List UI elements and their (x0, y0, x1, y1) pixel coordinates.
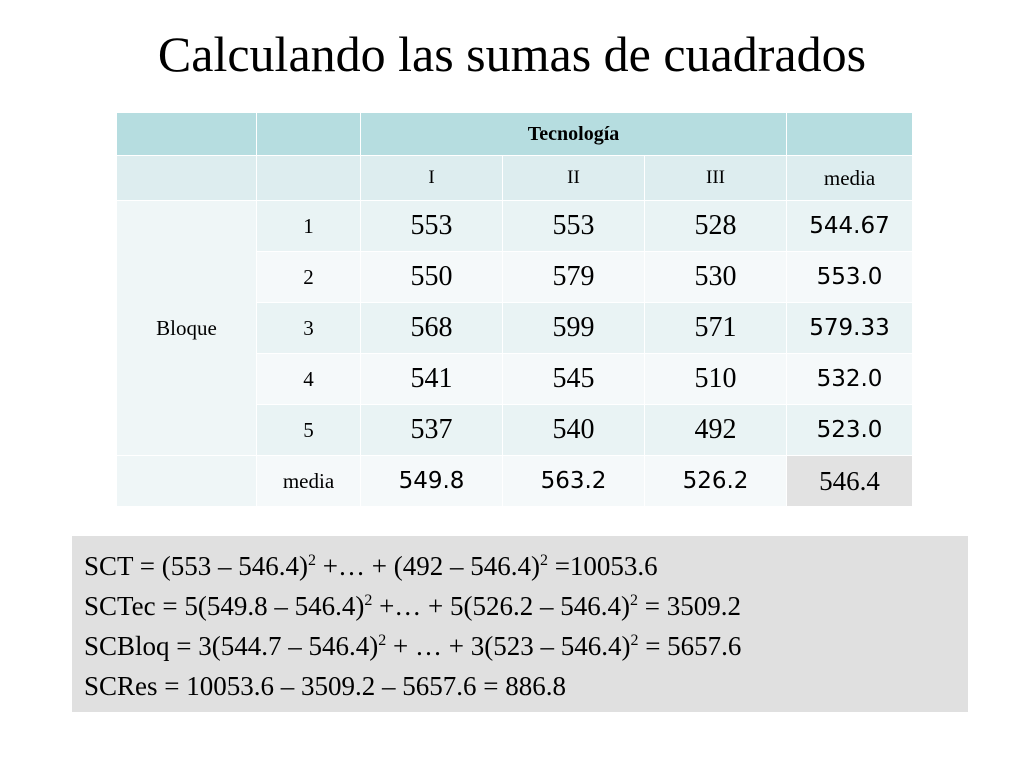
header-empty-cell (257, 156, 361, 201)
footer-row (117, 456, 913, 507)
tecnologia-header: Tecnología (361, 113, 787, 156)
header-row-columns (117, 156, 913, 201)
block-number: 2 (257, 252, 361, 303)
header-empty-cell (117, 156, 257, 201)
row-mean: 532.0 (787, 354, 913, 405)
table-cell: 492 (645, 405, 787, 456)
table-cell: 568 (361, 303, 503, 354)
block-number: 5 (257, 405, 361, 456)
column-mean: 563.2 (503, 456, 645, 507)
equation-scbloq: SCBloq = 3(544.7 – 546.4)$^2$ + … + 3(523 – 546.4)$^2$ = 5657.6 (84, 631, 742, 661)
table-cell: 530 (645, 252, 787, 303)
column-mean: 526.2 (645, 456, 787, 507)
block-number: 1 (257, 201, 361, 252)
table-cell: 579 (503, 252, 645, 303)
column-mean: 549.8 (361, 456, 503, 507)
equation-scres: SCRes = 10053.6 – 3509.2 – 5657.6 = 886.8 (84, 671, 566, 701)
footer-empty-cell (117, 456, 257, 507)
table-cell: 553 (361, 201, 503, 252)
table-cell: 550 (361, 252, 503, 303)
table-cell: 545 (503, 354, 645, 405)
table-cell: 510 (645, 354, 787, 405)
table-cell: 541 (361, 354, 503, 405)
table-cell: 571 (645, 303, 787, 354)
column-header-III: III (645, 156, 787, 201)
footer-media-label: media (257, 456, 361, 507)
column-header-II: II (503, 156, 645, 201)
block-number: 4 (257, 354, 361, 405)
row-mean: 579.33 (787, 303, 913, 354)
table-cell: 599 (503, 303, 645, 354)
table-cell: 553 (503, 201, 645, 252)
row-mean: 544.67 (787, 201, 913, 252)
table-cell: 528 (645, 201, 787, 252)
equation-sct: SCT = (553 – 546.4)$^2$ +… + (492 – 546.4)$^2$ =10053.6 (84, 551, 658, 581)
column-header-media: media (787, 156, 913, 201)
bloque-label: Bloque (117, 201, 257, 456)
equation-sctec: SCTec = 5(549.8 – 546.4)$^2$ +… + 5(526.2 – 546.4)$^2$ = 3509.2 (84, 591, 741, 621)
row-mean: 553.0 (787, 252, 913, 303)
table-cell: 540 (503, 405, 645, 456)
equations-box (72, 536, 968, 712)
slide-title: Calculando las sumas de cuadrados (157, 26, 867, 82)
column-header-I: I (361, 156, 503, 201)
header-empty-cell (257, 113, 361, 156)
block-number: 3 (257, 303, 361, 354)
grand-mean: 546.4 (787, 456, 913, 507)
header-empty-cell (787, 113, 913, 156)
table-row (117, 201, 913, 252)
header-empty-cell (117, 113, 257, 156)
row-mean: 523.0 (787, 405, 913, 456)
data-table (116, 112, 913, 507)
header-row-group (117, 113, 913, 156)
table-cell: 537 (361, 405, 503, 456)
